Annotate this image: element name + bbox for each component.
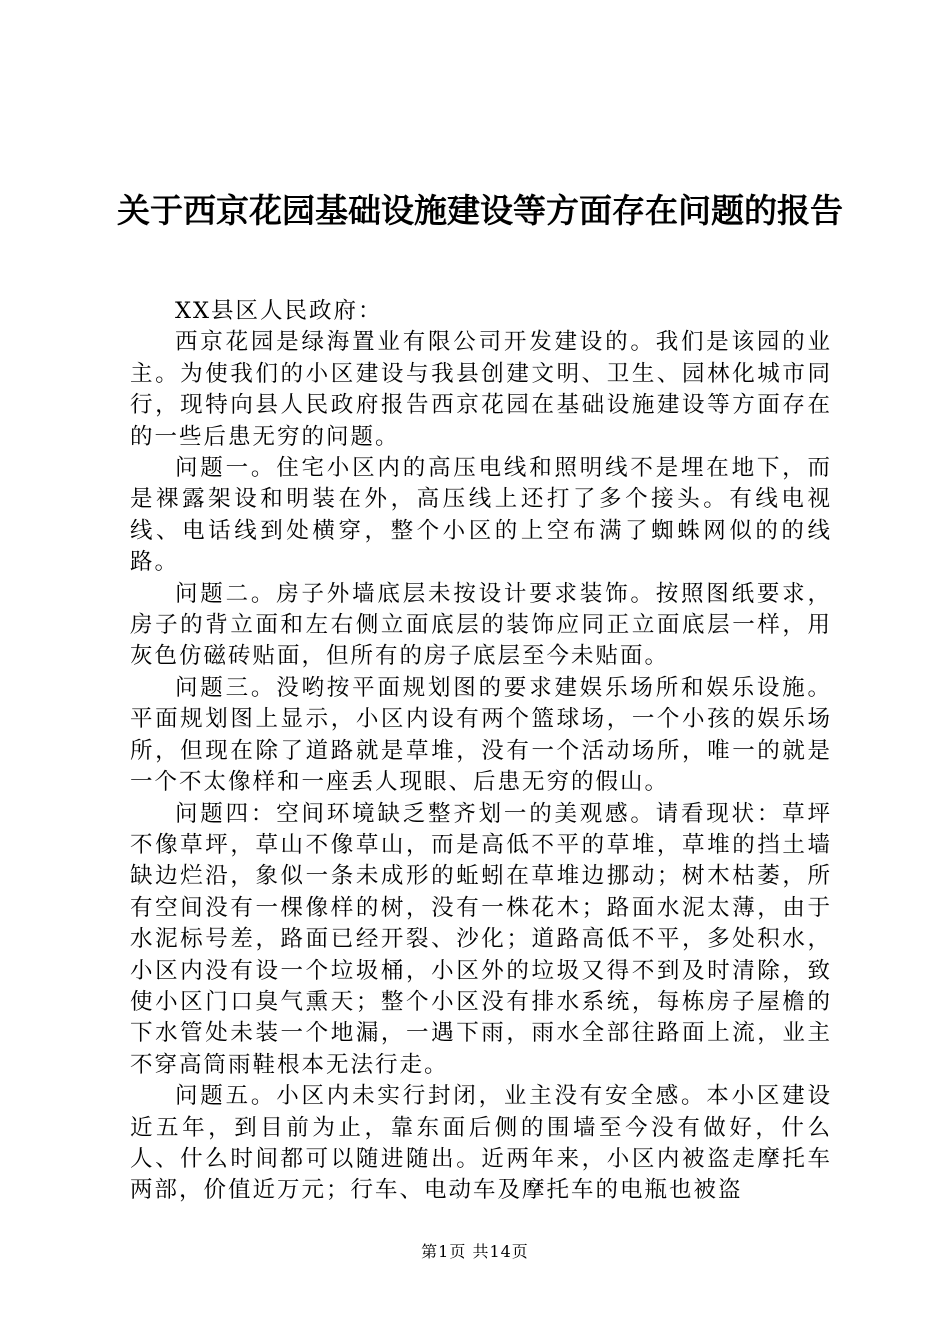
paragraph-issue-3: 问题三。没哟按平面规划图的要求建娱乐场所和娱乐设施。平面规划图上显示，小区内设有两个篮球场，一个小孩的娱乐场所，但现在除了道路就是草堆，没有一个活动场所，唯一的就是一个不太像样和一座丢人现眼、后患无穷的假山。 [130, 674, 832, 796]
paragraph-issue-1: 问题一。住宅小区内的高压电线和照明线不是埋在地下，而是裸露架设和明装在外，高压线上还打了多个接头。有线电视线、电话线到处横穿，整个小区的上空布满了蜘蛛网似的的线路。 [130, 455, 832, 576]
paragraph-issue-5: 问题五。小区内未实行封闭，业主没有安全感。本小区建设近五年，到目前为止，靠东面后侧的围墙至今没有做好，什么人、什么时间都可以随进随出。近两年来，小区内被盗走摩托车两部，价值近万元；行车、电动车及摩托车的电瓶也被盗 [130, 1083, 832, 1204]
document-body [130, 296, 832, 1207]
document-title: 关于西京花园基础设施建设等方面存在问题的报告 [117, 191, 843, 230]
paragraph-issue-4: 问题四：空间环境缺乏整齐划一的美观感。请看现状：草坪不像草坪，草山不像草山，而是高低不平的草堆，草堆的挡土墙缺边烂沿，象似一条未成形的蚯蚓在草堆边挪动；树木枯萎，所有空间没有一棵像样的树，没有一株花木；路面水泥太薄，由于水泥标号差，路面已经开裂、沙化；道路高低不平，多处积水，小区内没有设一个垃圾桶，小区外的垃圾又得不到及时清除，致使小区门口臭气熏天；整个小区没有排水系统，每栋房子屋檐的下水管处未装一个地漏，一遇下雨，雨水全部往路面上流，业主不穿高筒雨鞋根本无法行走。 [130, 800, 832, 1078]
paragraph-issue-2: 问题二。房子外墙底层未按设计要求装饰。按照图纸要求，房子的背立面和左右侧立面底层的装饰应同正立面底层一样，用灰色仿磁砖贴面，但所有的房子底层至今未贴面。 [130, 580, 832, 670]
paragraph-intro: 西京花园是绿海置业有限公司开发建设的。我们是该园的业主。为使我们的小区建设与我县创建文明、卫生、园林化城市同行，现特向县人民政府报告西京花园在基础设施建设等方面存在的一些后患无穷的问题。 [130, 329, 832, 450]
salutation: XX县区人民政府： [175, 298, 383, 324]
page-footer: 第1页 共14页 [421, 1242, 529, 1261]
